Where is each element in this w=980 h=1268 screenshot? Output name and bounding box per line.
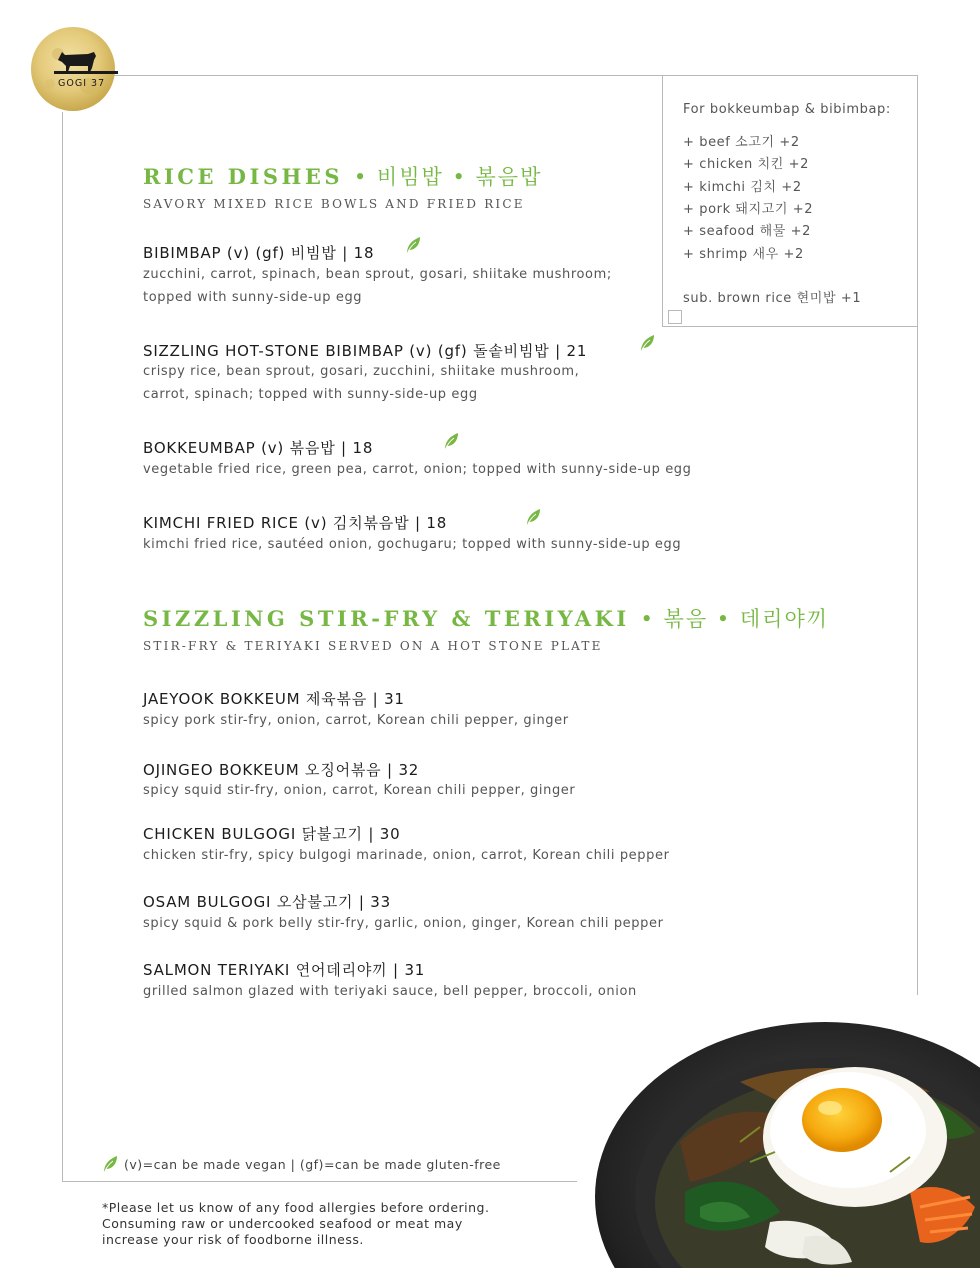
addon-brown-rice: sub. brown rice 현미밥 +1 [683, 291, 862, 306]
section-title-rice [143, 161, 542, 191]
item-desc-salmon-teriyaki [143, 981, 637, 1004]
corner-mark [668, 310, 682, 324]
section-title-stirfry [143, 603, 829, 633]
section-subtitle-stirfry: STIR-FRY & TERIYAKI SERVED ON A HOT STONE PLATE [143, 639, 603, 653]
item-desc-osam-bulgogi [143, 913, 664, 936]
frame-line-left [62, 112, 63, 1182]
desc-line: zucchini, carrot, spinach, bean sprout, gosari, shiitake mushroom; [143, 267, 612, 282]
logo-text: GOGI 37 [58, 78, 106, 89]
addon-shrimp: + shrimp 새우 +2 [683, 247, 804, 262]
item-name-osam-bulgogi: OSAM BULGOGI 오삼불고기 | 33 [143, 893, 391, 911]
addons-title: For bokkeumbap & bibimbap: [683, 102, 891, 117]
section-title-stirfry-en: SIZZLING STIR-FRY & TERIYAKI [143, 606, 630, 631]
desc-line: topped with sunny-side-up egg [143, 289, 363, 305]
legend-text: (v)=can be made vegan | (gf)=can be made gluten-free [124, 1157, 501, 1172]
desc-line: chicken stir-fry, spicy bulgogi marinade, onion, carrot, Korean chili pepper [143, 848, 670, 863]
bibimbap-photo [590, 992, 980, 1268]
addon-chicken: + chicken 치킨 +2 [683, 157, 810, 172]
desc-line: spicy squid stir-fry, onion, carrot, Korean chili pepper, ginger [143, 783, 576, 798]
desc-line: carrot, spinach; topped with sunny-side-up egg [143, 386, 478, 402]
item-desc-ojingeo-bokkeum [143, 780, 575, 803]
desc-line: spicy squid & pork belly stir-fry, garlic, onion, ginger, Korean chili pepper [143, 916, 664, 931]
item-name-chicken-bulgogi: CHICKEN BULGOGI 닭불고기 | 30 [143, 825, 401, 843]
item-name-salmon-teriyaki: SALMON TERIYAKI 연어데리야끼 | 31 [143, 961, 426, 979]
item-desc-bokkeumbap [143, 459, 692, 482]
item-desc-bibimbap [143, 264, 612, 309]
desc-line: spicy pork stir-fry, onion, carrot, Korean chili pepper, ginger [143, 713, 569, 728]
item-desc-kimchi-fried-rice [143, 534, 681, 557]
leaf-icon [101, 1154, 119, 1174]
leaf-icon [524, 507, 542, 527]
item-name-kimchi-fried-rice: KIMCHI FRIED RICE (v) 김치볶음밥 | 18 [143, 514, 448, 532]
desc-line: kimchi fried rice, sautéed onion, gochugaru; topped with sunny-side-up egg [143, 537, 682, 552]
section-title-rice-kr: • 비빔밥 • 볶음밥 [353, 165, 543, 189]
section-subtitle-rice: SAVORY MIXED RICE BOWLS AND FRIED RICE [143, 197, 525, 211]
addon-pork: + pork 돼지고기 +2 [683, 202, 814, 217]
frame-line-bottom [62, 1181, 577, 1182]
addon-seafood: + seafood 해물 +2 [683, 224, 812, 239]
item-desc-chicken-bulgogi [143, 845, 670, 868]
moon-cow-logo [28, 26, 118, 112]
addon-beef: + beef 소고기 +2 [683, 135, 800, 150]
addons-box [662, 75, 918, 327]
item-name-bibimbap: BIBIMBAP (v) (gf) 비빔밥 | 18 [143, 244, 375, 262]
item-desc-hot-stone-bibimbap [143, 361, 579, 406]
item-name-hot-stone-bibimbap: SIZZLING HOT-STONE BIBIMBAP (v) (gf) 돌솥비빔밥 | 21 [143, 342, 588, 360]
section-title-stirfry-kr: • 볶음 • 데리야끼 [640, 607, 830, 631]
desc-line: crispy rice, bean sprout, gosari, zucchini, shiitake mushroom, [143, 364, 580, 379]
allergy-line: Consuming raw or undercooked seafood or meat may [102, 1216, 463, 1231]
item-name-bokkeumbap: BOKKEUMBAP (v) 볶음밥 | 18 [143, 439, 374, 457]
desc-line: vegetable fried rice, green pea, carrot, onion; topped with sunny-side-up egg [143, 462, 692, 477]
allergy-notice [102, 1200, 489, 1248]
leaf-icon [442, 431, 460, 451]
section-title-rice-en: RICE DISHES [143, 164, 344, 189]
item-desc-jaeyook-bokkeum [143, 710, 569, 733]
item-name-ojingeo-bokkeum: OJINGEO BOKKEUM 오징어볶음 | 32 [143, 761, 420, 779]
addon-kimchi: + kimchi 김치 +2 [683, 180, 802, 195]
desc-line: grilled salmon glazed with teriyaki sauce, bell pepper, broccoli, onion [143, 984, 637, 999]
allergy-line: *Please let us know of any food allergies before ordering. [102, 1200, 490, 1215]
leaf-icon [404, 235, 422, 255]
leaf-icon [638, 333, 656, 353]
allergy-line: increase your risk of foodborne illness. [102, 1232, 364, 1247]
item-name-jaeyook-bokkeum: JAEYOOK BOKKEUM 제육볶음 | 31 [143, 690, 405, 708]
